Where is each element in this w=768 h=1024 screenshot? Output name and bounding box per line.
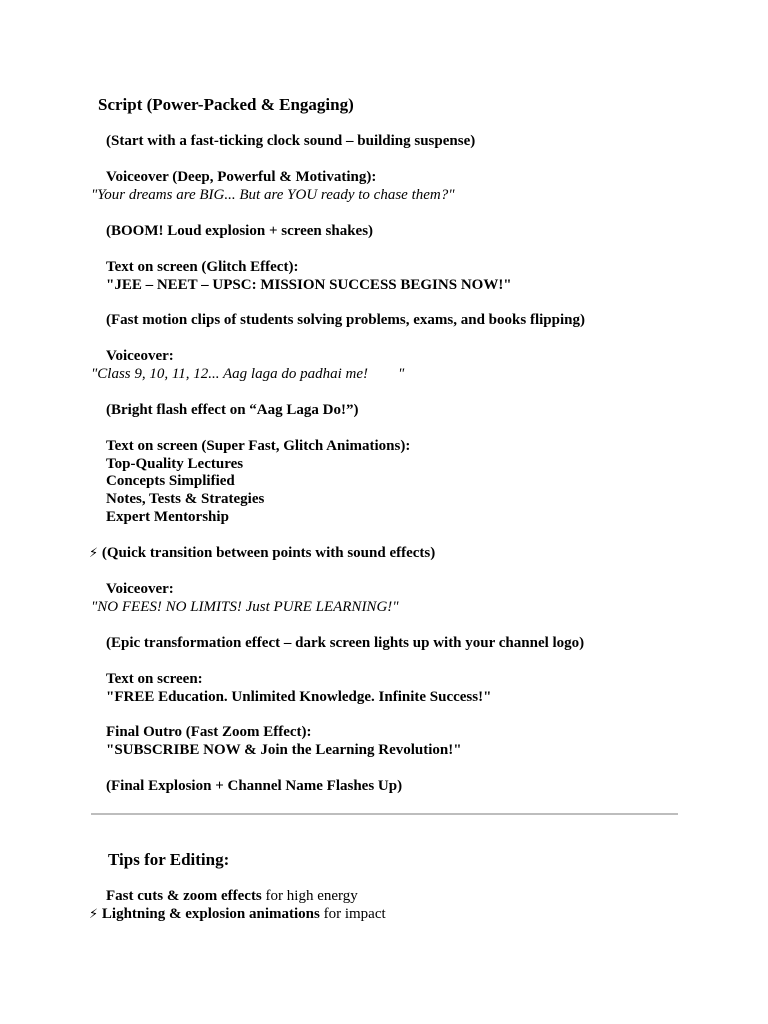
lightning-icon: ⚡ xyxy=(89,907,99,922)
cue-transition: (Quick transition between points with sound effects) xyxy=(101,545,436,561)
outro-value: "SUBSCRIBE NOW & Join the Learning Revolution!" xyxy=(106,742,462,758)
cue-final-explosion: (Final Explosion + Channel Name Flashes Up) xyxy=(106,778,403,794)
tip-item-bold: Fast cuts & zoom effects xyxy=(106,888,262,904)
cue-fast-motion: (Fast motion clips of students solving problems, exams, and books flipping) xyxy=(106,312,585,328)
text-glitch-value: "JEE – NEET – UPSC: MISSION SUCCESS BEGINS NOW!" xyxy=(106,277,512,293)
tips-heading: Tips for Editing: xyxy=(108,850,230,869)
voiceover-3-quote: "NO FEES! NO LIMITS! Just PURE LEARNING!" xyxy=(91,599,399,615)
text-glitch-label: Text on screen (Glitch Effect): xyxy=(106,259,299,275)
text-on-screen-value: "FREE Education. Unlimited Knowledge. Infinite Success!" xyxy=(106,689,492,705)
voiceover-1-quote: "Your dreams are BIG... But are YOU ready to chase them?" xyxy=(91,187,455,203)
text-super-fast-label: Text on screen (Super Fast, Glitch Animations): xyxy=(106,438,411,454)
feature-item: Top-Quality Lectures xyxy=(106,456,244,472)
voiceover-3-label: Voiceover: xyxy=(106,581,174,597)
text-on-screen-label: Text on screen: xyxy=(106,671,203,687)
voiceover-2-label: Voiceover: xyxy=(106,348,174,364)
lightning-icon: ⚡ xyxy=(89,546,99,561)
tip-item-rest: for high energy xyxy=(261,888,358,904)
cue-boom: (BOOM! Loud explosion + screen shakes) xyxy=(106,223,374,239)
tip-item xyxy=(106,887,358,905)
cue-clock-sound: (Start with a fast-ticking clock sound – building suspense) xyxy=(106,133,476,149)
feature-item: Concepts Simplified xyxy=(106,473,235,489)
cue-flash: (Bright flash effect on “Aag Laga Do!”) xyxy=(106,402,359,418)
tip-item xyxy=(89,905,386,924)
feature-item: Notes, Tests & Strategies xyxy=(106,491,265,507)
tip-item-rest: for impact xyxy=(319,906,386,922)
outro-label: Final Outro (Fast Zoom Effect): xyxy=(106,724,312,740)
script-heading: Script (Power-Packed & Engaging) xyxy=(98,95,354,114)
voiceover-2-quote: "Class 9, 10, 11, 12... Aag laga do padhai me! " xyxy=(91,366,405,382)
cue-epic-transformation: (Epic transformation effect – dark screen lights up with your channel logo) xyxy=(106,635,585,651)
feature-item: Expert Mentorship xyxy=(106,509,229,525)
horizontal-divider xyxy=(91,813,678,815)
cue-transition-line xyxy=(89,544,435,563)
tip-item-bold: Lightning & explosion animations xyxy=(101,906,320,922)
voiceover-1-label: Voiceover (Deep, Powerful & Motivating): xyxy=(106,169,377,185)
